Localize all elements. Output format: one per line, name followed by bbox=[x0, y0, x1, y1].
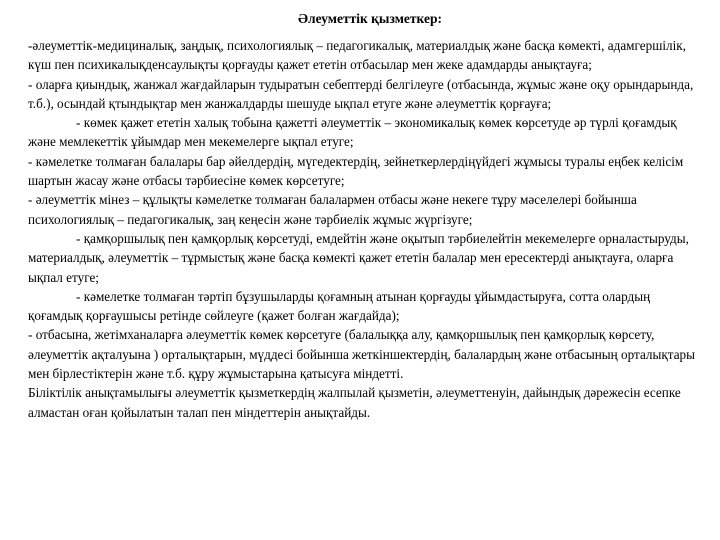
paragraph-economic-help: - көмек қажет ететін халық тобына қажетті әлеуметтік – экономикалық көмек көрсетуде әр түрлі қоғамдық және мемлекеттік ұйымдар мен мекемелерге ықпал етуге; bbox=[28, 115, 677, 150]
paragraph-qualification-summary: Біліктілік анықтамылығы әлеуметтік қызметкердің жалпылай қызметін, әлеуметтенуін, дайындық дәрежесін есепке алмастан оған қойылатын талап пен міндеттерін анықтайды. bbox=[28, 385, 681, 420]
paragraph-orphanage-help: - отбасына, жетімханаларға әлеуметтік көмек көрсетуге (балалыққа алу, қамқоршылық пен қамқорлық көрсету, әлеуметтік ақталуына ) орталықтарын, мүддесі бойынша жеткіншектердің, балалардың және отбасының орталықтары мен бірлестіктерін және т.б. құру жұмыстарына қатысуға міндетті. bbox=[28, 327, 696, 382]
paragraph-psychological-counsel: - әлеуметтік мінез – құлықты кәмелетке толмаған балалармен отбасы және некеге тұру мәселелері бойынша психологиялық – педагогикалық, заң кеңесін және тәрбиелік жұмыс жүргізуге; bbox=[28, 192, 637, 227]
paragraph-guardianship: - қамқоршылық пен қамқорлық көрсетуді, емдейтін және оқытып тәрбиелейтін мекемелерге орналастыруды, материалдық, әлеуметтік – тұрмыстық және басқа көмекті қажет ететін балалар мен ересектерді анықтауға, оларға ықпал етуге; bbox=[28, 230, 689, 285]
paragraph-work-contract: - кәмелетке толмаған балалары бар әйелдердің, мүгедектердің, зейнеткерлердіңүйдегі жұмысы туралы еңбек келісім шартын жасау және отбасы тәрбиесіне көмек көрсетуге; bbox=[28, 153, 684, 189]
document-title: Әлеуметтік қызметкер: bbox=[298, 11, 442, 26]
paragraph-medical-legal-help: -әлеуметтік-медициналық, заңдық, психологиялық – педагогикалық, материалдық және басқа көмекті, адамгершілік, күш пен психикалықденсаулықты қорғауды қажет ететін отбасылар мен жеке адамдарды анықтауға; bbox=[28, 38, 686, 73]
paragraph-conflict-causes: - оларға қиындық, жанжал жағдайларын тудыратын себептерді белгілеуге (отбасында, жұмыс және оқу орындарында, т.б.), осындай қтындықтар мен жанжалдарды шешуде ықпал етуге және әлеуметтік қорғауға; bbox=[28, 76, 694, 111]
paragraph-juvenile-defense: - кәмелетке толмаған тәртіп бұзушыларды қоғамның атынан қорғауды ұйымдастыруға, сотта олардың қоғамдық қорғаушысы ретінде сөйлеуге (қажет болған жағдайда); bbox=[28, 288, 651, 324]
